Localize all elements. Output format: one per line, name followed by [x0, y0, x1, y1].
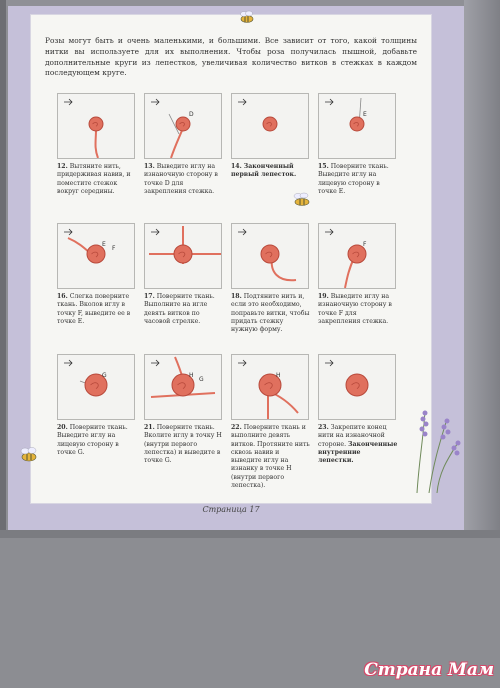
step-card	[144, 223, 224, 326]
step-card	[144, 93, 224, 196]
step-photo	[318, 93, 396, 159]
step-photo	[144, 354, 222, 420]
step-photo	[57, 354, 135, 420]
svg-text:D: D	[189, 111, 194, 118]
step-photo	[231, 354, 309, 420]
step-photo	[144, 93, 222, 159]
step-text: Вытяните нить, придерживая навив, и поместите стежок вокруг середины.	[57, 163, 131, 195]
step-text: Слегка поверните ткань. Вколов иглу в точку F, выведите ее в точке E.	[57, 293, 131, 325]
step-text: Поверните ткань. Вколите иглу в точку H (внутри первого лепестка) и выведите в точке G.	[144, 424, 222, 465]
intro-text: Розы могут быть и очень маленькими, и большими. Все зависит от того, какой толщины нитки вы используете для их выполнения. Чтобы роза получилась пышной, добавьте дополнительные круги из лепестков, увеличивая количество витков в стежках в каждом последующем круге.	[45, 36, 417, 78]
step-caption	[144, 293, 224, 326]
step-number: 14.	[231, 163, 242, 170]
step-caption	[144, 424, 224, 465]
step-number: 21.	[144, 424, 155, 431]
page-shadow	[0, 530, 500, 538]
svg-text:E: E	[102, 241, 106, 248]
step-card	[318, 354, 398, 465]
step-text: Поверните ткань и выполните девять витков. Протяните нить сквозь навив и выведите иглу на изнанку в точке H (внутри первого лепестка).	[231, 424, 310, 490]
step-text: Поверните ткань. Выполните на игле девять витков по часовой стрелке.	[144, 293, 215, 325]
step-text: Закрепите конец нити на изнаночной стороне.	[318, 424, 387, 448]
step-text: Законченный первый лепесток.	[231, 163, 297, 179]
step-card	[231, 223, 311, 334]
step-photo	[144, 223, 222, 289]
step-number: 22.	[231, 424, 242, 431]
step-number: 16.	[57, 293, 68, 300]
svg-text:F: F	[363, 241, 367, 248]
step-photo	[318, 223, 396, 289]
scan-right-edge	[464, 0, 500, 540]
step-text: Поверните ткань. Выведите иглу на лицевую сторону в точке G.	[57, 424, 128, 456]
step-photo	[231, 223, 309, 289]
book-page	[8, 6, 464, 530]
step-photo	[318, 354, 396, 420]
step-photo	[57, 223, 135, 289]
step-text: Поверните ткань. Выведите иглу на лицевую сторону в точке E.	[318, 163, 389, 195]
step-card	[57, 93, 137, 196]
step-caption	[57, 293, 137, 326]
svg-text:G: G	[199, 376, 204, 383]
step-caption	[318, 424, 398, 465]
step-number: 12.	[57, 163, 68, 170]
step-number: 19.	[318, 293, 329, 300]
scan-left-edge	[0, 0, 6, 540]
step-card	[318, 223, 398, 326]
bee-icon	[236, 10, 258, 26]
svg-text:E: E	[363, 111, 367, 118]
svg-text:H: H	[189, 372, 194, 379]
step-photo	[231, 93, 309, 159]
lavender-illustration	[403, 401, 463, 493]
step-number: 17.	[144, 293, 155, 300]
step-number: 13.	[144, 163, 155, 170]
step-card	[318, 93, 398, 196]
step-number: 20.	[57, 424, 68, 431]
bee-icon	[290, 192, 314, 210]
step-card	[231, 354, 311, 490]
step-card	[57, 223, 137, 326]
svg-text:G: G	[102, 372, 107, 379]
step-caption	[57, 424, 137, 457]
bee-icon	[16, 446, 42, 466]
watermark-logo: Страна Мам	[364, 660, 494, 680]
step-number: 15.	[318, 163, 329, 170]
step-caption	[144, 163, 224, 196]
step-text: Выведите иглу на изнаночную сторону в точке F для закрепления стежка.	[318, 293, 392, 325]
step-text-bold: Законченные внутренние лепестки.	[318, 440, 398, 465]
step-caption	[318, 293, 398, 326]
content-panel	[30, 14, 432, 514]
step-caption	[231, 293, 311, 334]
step-number: 23.	[318, 424, 329, 431]
page-number: Страница 17	[202, 505, 260, 514]
step-text: Подтяните нить и, если это необходимо, поправьте витки, чтобы придать стежку нужную форму.	[231, 293, 310, 334]
svg-text:F: F	[112, 245, 116, 252]
step-text: Выведите иглу на изнаночную сторону в точке D для закрепления стежка.	[144, 163, 218, 195]
step-card	[57, 354, 137, 457]
step-caption	[231, 424, 311, 490]
step-card	[231, 93, 311, 180]
step-photo	[57, 93, 135, 159]
step-caption	[318, 163, 398, 196]
step-number: 18.	[231, 293, 242, 300]
step-caption	[57, 163, 137, 196]
step-card	[144, 354, 224, 465]
step-caption	[231, 163, 311, 180]
svg-text:H: H	[276, 372, 281, 379]
